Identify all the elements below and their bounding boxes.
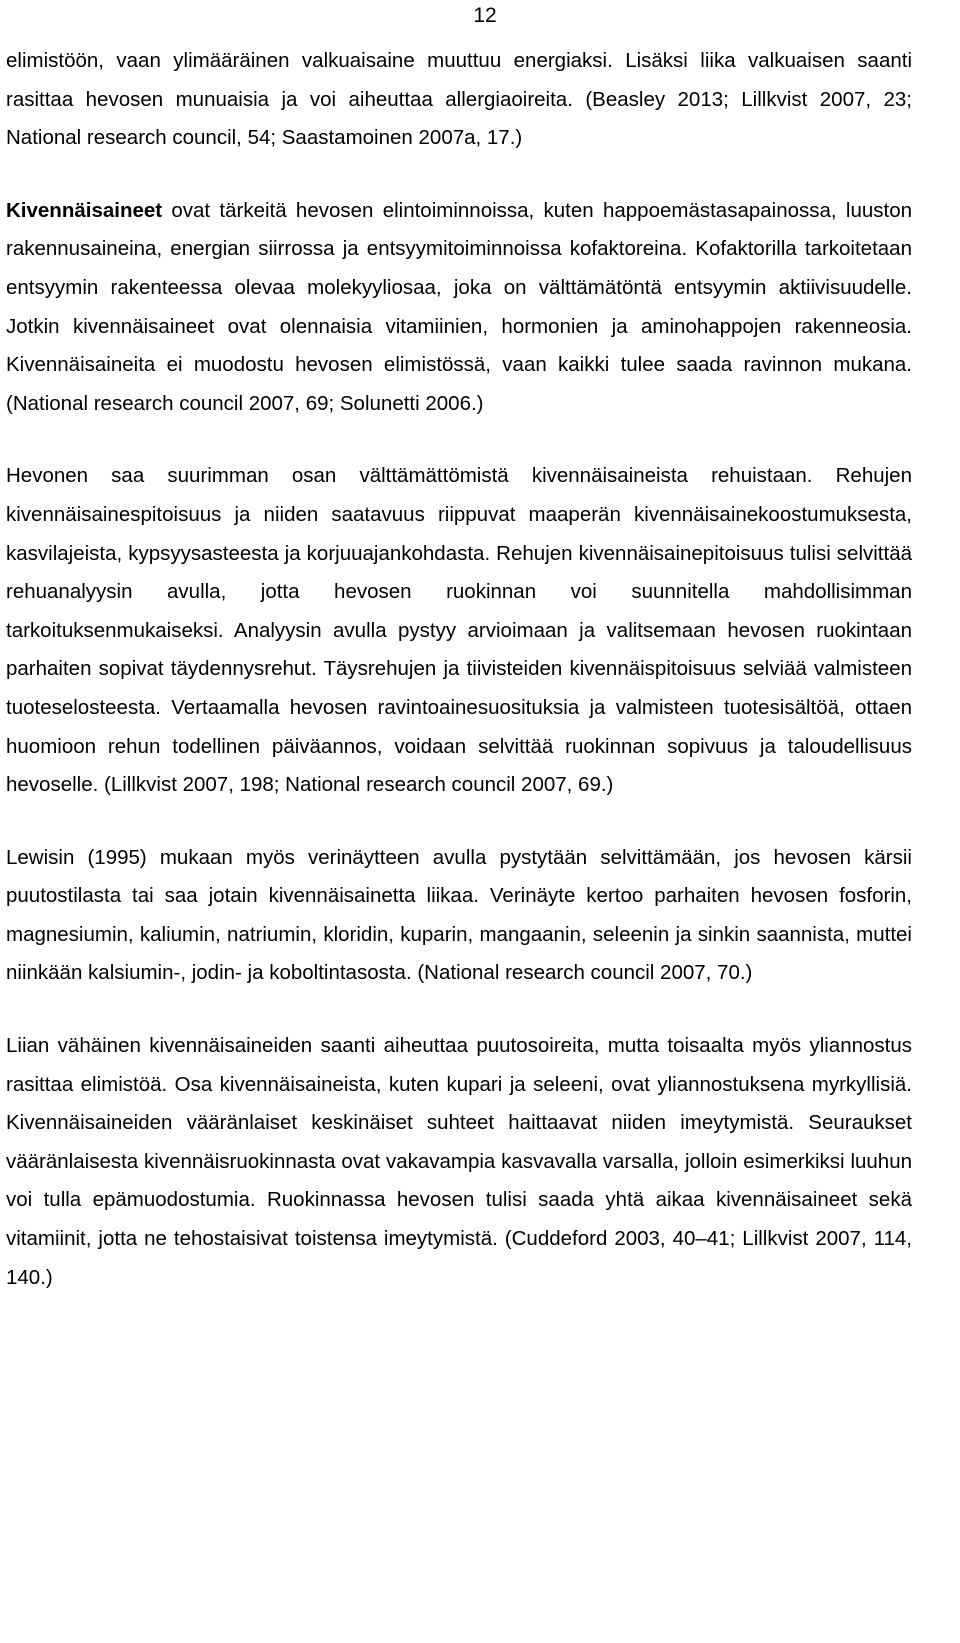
body-text (6, 42, 912, 1297)
paragraph-3 (6, 457, 912, 804)
paragraph-2-text: ovat tärkeitä hevosen elintoiminnoissa, kuten happoemästasapainossa, luuston rakennusaineina, energian siirrossa ja entsyymitoiminnoissa kofaktoreina. Kofaktorilla tarkoitetaan entsyymin rakenteessa olevaa molekyyliosaa, joka on välttämätöntä entsyymin aktiivisuudelle. Jotkin kivennäisaineet ovat olennaisia vitamiinien, hormonien ja aminohappojen rakenneosia. Kivennäisaineita ei muodostu hevosen elimistössä, vaan kaikki tulee saada ravinnon mukana. (National research council 2007, 69; Solunetti 2006.) (6, 198, 912, 415)
page-number: 12 (473, 4, 497, 27)
paragraph-5 (6, 1027, 912, 1297)
paragraph-3-text: Hevonen saa suurimman osan välttämättömistä kivennäisaineista rehuistaan. Rehujen kivennäisainespitoisuus ja niiden saatavuus riippuvat maaperän kivennäisainekoostumuksesta, kasvilajeista, kypsyysasteesta ja korjuuajankohdasta. Rehujen kivennäisainepitoisuus tulisi selvittää rehuanalyysin avulla, jotta hevosen ruokinnan voi suunnitella mahdollisimman tarkoituksenmukaiseksi. Analyysin avulla pystyy arvioimaan ja valitsemaan hevosen ruokintaan parhaiten sopivat täydennysrehut. Täysrehujen ja tiivisteiden kivennäispitoisuus selviää valmisteen tuoteselosteesta. Vertaamalla hevosen ravintoainesuosituksia ja valmisteen tuotesisältöä, ottaen huomioon rehun todellinen päiväannos, voidaan selvittää ruokinnan sopivuus ja taloudellisuus hevoselle. (Lillkvist 2007, 198; National research council 2007, 69.) (6, 464, 912, 797)
paragraph-1 (6, 42, 912, 158)
paragraph-2-lead-term: Kivennäisaineet (6, 198, 163, 222)
paragraph-5-text: Liian vähäinen kivennäisaineiden saanti aiheuttaa puutosoireita, mutta toisaalta myös yliannostus rasittaa elimistöä. Osa kivennäisaineista, kuten kupari ja seleeni, ovat yliannostuksena myrkyllisiä. Kivennäisaineiden vääränlaiset keskinäiset suhteet haittaavat niiden imeytymistä. Seuraukset vääränlaisesta kivennäisruokinnasta ovat vakavampia kasvavalla varsalla, jolloin esimerkiksi luuhun voi tulla epämuodostumia. Ruokinnassa hevosen tulisi saada yhtä aikaa kivennäisaineet sekä vitamiinit, jotta ne tehostaisivat toistensa imeytymistä. (Cuddeford 2003, 40–41; Lillkvist 2007, 114, 140.) (6, 1034, 912, 1289)
paragraph-4 (6, 839, 912, 993)
paragraph-1-text: elimistöön, vaan ylimääräinen valkuaisaine muuttuu energiaksi. Lisäksi liika valkuaisen saanti rasittaa hevosen munuaisia ja voi aiheuttaa allergiaoireita. (Beasley 2013; Lillkvist 2007, 23; National research council, 54; Saastamoinen 2007a, 17.) (6, 49, 912, 150)
paragraph-4-text: Lewisin (1995) mukaan myös verinäytteen avulla pystytään selvittämään, jos hevosen kärsii puutostilasta tai saa jotain kivennäisainetta liikaa. Verinäyte kertoo parhaiten hevosen fosforin, magnesiumin, kaliumin, natriumin, kloridin, kuparin, mangaanin, seleenin ja sinkin saannista, muttei niinkään kalsiumin-, jodin- ja koboltintasosta. (National research council 2007, 70.) (6, 845, 912, 985)
paragraph-2 (6, 192, 912, 424)
